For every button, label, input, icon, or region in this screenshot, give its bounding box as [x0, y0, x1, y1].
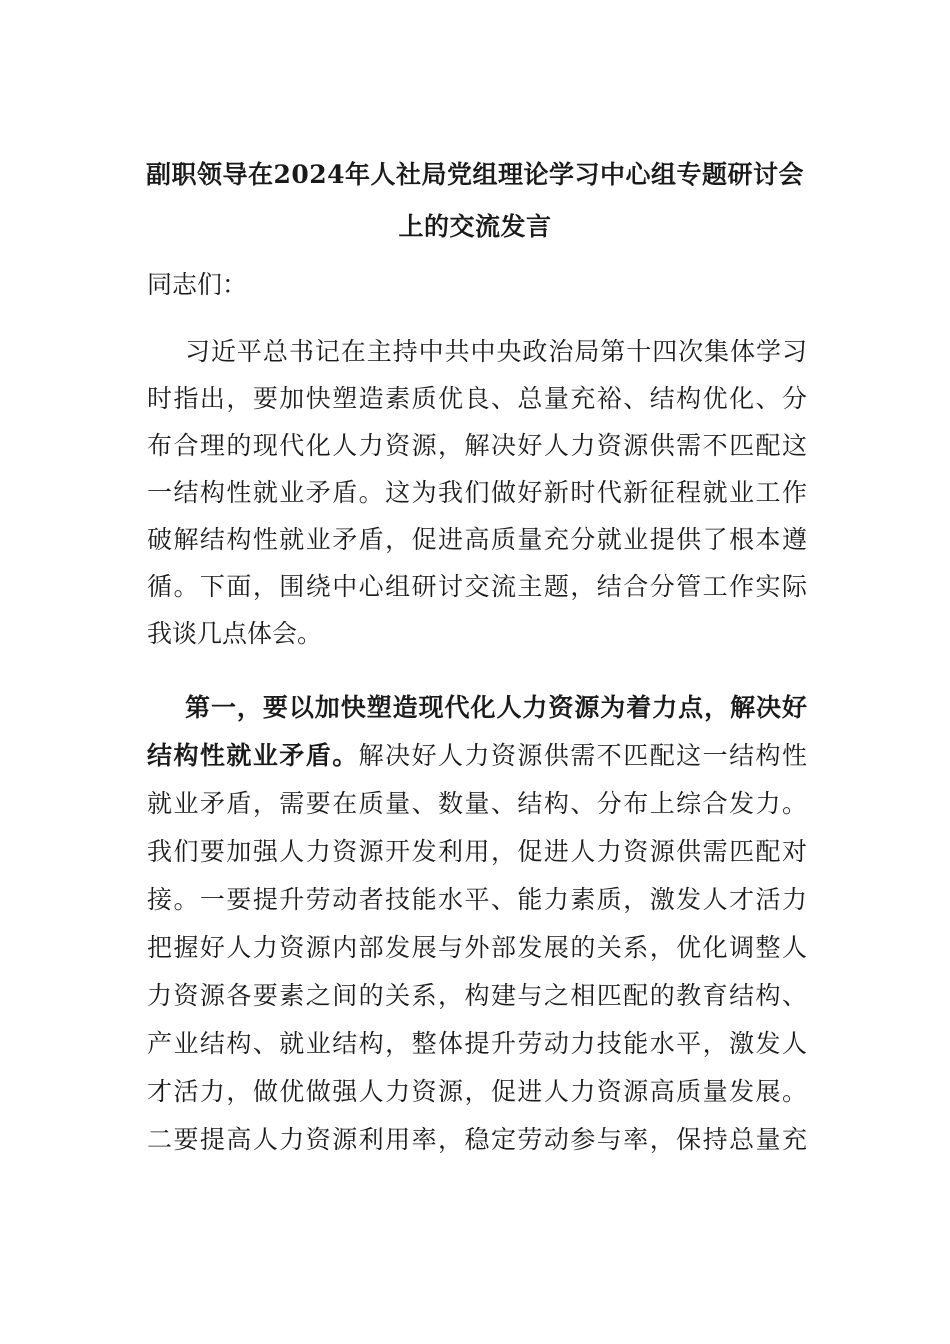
section-heading-rest: 解决好人力资源供需不匹配这一结构性	[358, 741, 807, 770]
paragraph-2-line: 二要提高人力资源利用率，稳定劳动参与率，保持总量充	[147, 1125, 807, 1154]
paragraph-1-line: 一结构性就业矛盾。这为我们做好新时代新征程就业工作	[147, 478, 807, 507]
paragraph-2-line: 产业结构、就业结构，整体提升劳动力技能水平，激发人	[147, 1029, 807, 1058]
section-heading-line-2	[147, 741, 807, 771]
paragraph-1-line: 循。下面，围绕中心组研讨交流主题，结合分管工作实际	[147, 572, 807, 601]
paragraph-1-line: 习近平总书记在主持中共中央政治局第十四次集体学习	[185, 337, 807, 366]
section-heading-line-1: 第一，要以加快塑造现代化人力资源为着力点，解决好	[185, 693, 807, 722]
paragraph-2-line: 接。一要提升劳动者技能水平、能力素质，激发人才活力	[147, 885, 807, 914]
document-title-line-2: 上的交流发言	[398, 212, 552, 241]
salutation: 同志们：	[147, 270, 248, 299]
paragraph-2-line: 我们要加强人力资源开发利用，促进人力资源供需匹配对	[147, 837, 807, 866]
paragraph-2-line: 就业矛盾，需要在质量、数量、结构、分布上综合发力。	[147, 789, 807, 818]
document-title-line-1: 副职领导在2024年人社局党组理论学习中心组专题研讨会	[145, 160, 805, 189]
paragraph-2-line: 把握好人力资源内部发展与外部发展的关系，优化调整人	[147, 933, 807, 962]
paragraph-2-line: 才活力，做优做强人力资源，促进人力资源高质量发展。	[147, 1077, 807, 1106]
paragraph-1-line: 布合理的现代化人力资源，解决好人力资源供需不匹配这	[147, 431, 807, 460]
section-heading-bold-part: 结构性就业矛盾。	[147, 741, 359, 770]
paragraph-1-line: 时指出，要加快塑造素质优良、总量充裕、结构优化、分	[147, 384, 807, 413]
paragraph-1-line: 破解结构性就业矛盾，促进高质量充分就业提供了根本遵	[147, 525, 807, 554]
paragraph-1-line: 我谈几点体会。	[147, 619, 323, 648]
paragraph-2-line: 力资源各要素之间的关系，构建与之相匹配的教育结构、	[147, 981, 807, 1010]
